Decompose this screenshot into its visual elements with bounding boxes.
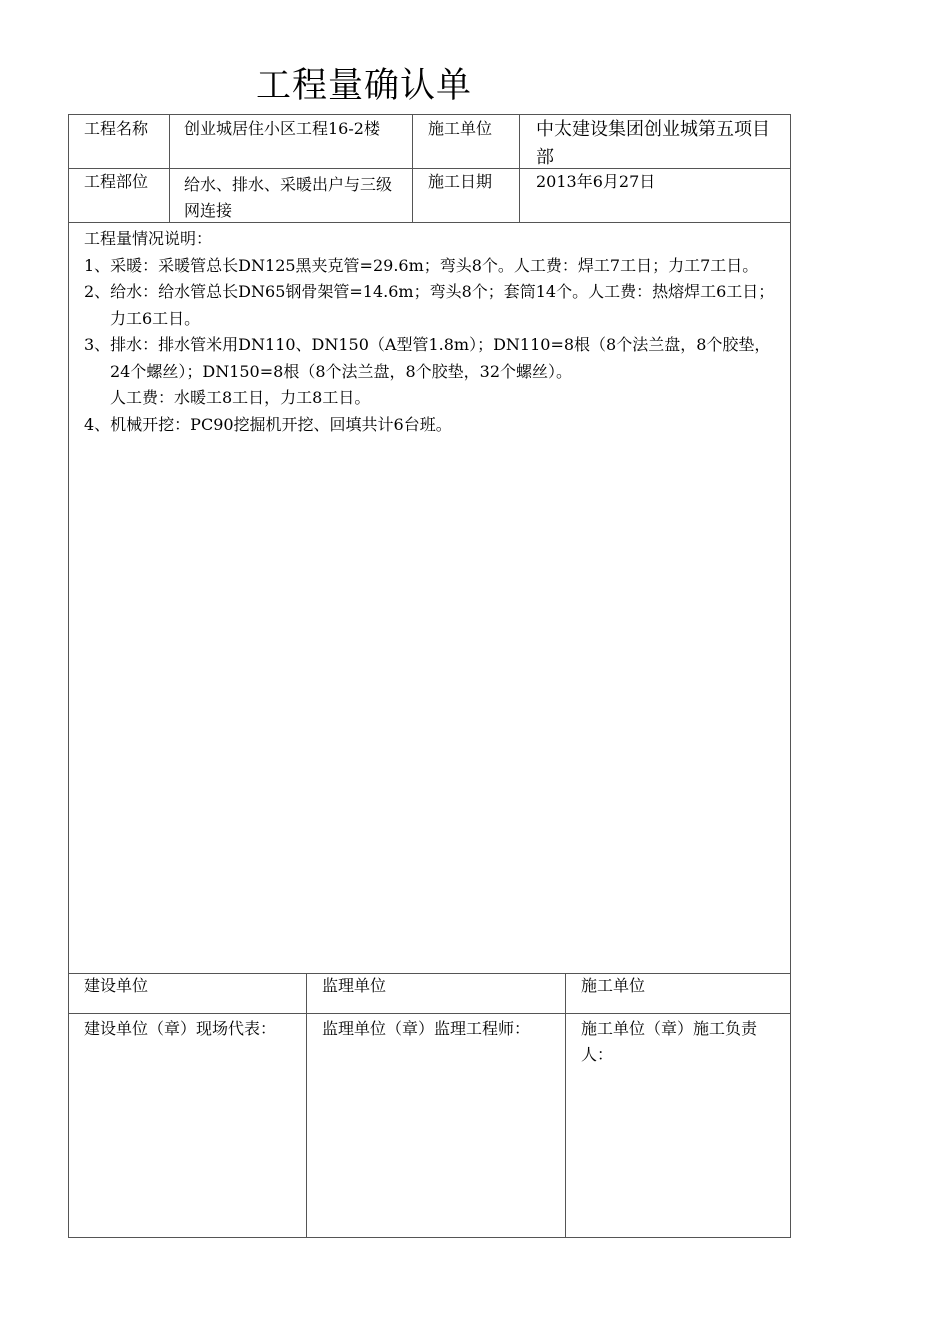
project-part-value: 给水、排水、采暖出户与三级网连接 xyxy=(184,175,393,220)
supervisor-unit-header: 监理单位 xyxy=(322,976,387,995)
owner-unit-header: 建设单位 xyxy=(84,976,149,995)
contractor-unit-header: 施工单位 xyxy=(581,976,646,995)
item-drainage-labor: 人工费：水暖工8工日，力工8工日。 xyxy=(110,388,371,407)
description-heading: 工程量情况说明： xyxy=(84,229,213,248)
project-part-label: 工程部位 xyxy=(84,172,149,191)
supervising-engineer-signature: 监理单位（章）监理工程师： xyxy=(322,1019,531,1038)
contractor-value: 中太建设集团创业城第五项目部 xyxy=(536,119,770,168)
owner-representative-signature: 建设单位（章）现场代表： xyxy=(84,1019,277,1038)
contractor-label: 施工单位 xyxy=(428,119,493,138)
quantity-description xyxy=(84,226,784,438)
item-excavation: 4、机械开挖：PC90挖掘机开挖、回填共计6台班。 xyxy=(84,414,452,434)
project-name-value: 创业城居住小区工程16-2楼 xyxy=(184,119,380,138)
project-name-label: 工程名称 xyxy=(84,119,149,138)
construction-manager-signature: 施工单位（章）施工负责人： xyxy=(581,1019,758,1064)
construction-date-label: 施工日期 xyxy=(428,172,493,191)
item-heating: 1、采暖：采暖管总长DN125黑夹克管=29.6m；弯头8个。人工费：焊工7工日；力工7工日。 xyxy=(84,255,759,275)
construction-date-value: 2013年6月27日 xyxy=(536,172,656,191)
item-water-supply: 2、给水：给水管总长DN65钢骨架管=14.6m；弯头8个；套筒14个。人工费：热熔焊工6工日；力工6工日。 xyxy=(84,282,775,328)
page-title: 工程量确认单 xyxy=(256,66,473,106)
item-drainage: 3、排水：排水管米用DN110、DN150（A型管1.8m）；DN110=8根（8个法兰盘，8个胶垫，24个螺丝）；DN150=8根（8个法兰盘，8个胶垫，32个螺丝）。 xyxy=(84,335,771,381)
